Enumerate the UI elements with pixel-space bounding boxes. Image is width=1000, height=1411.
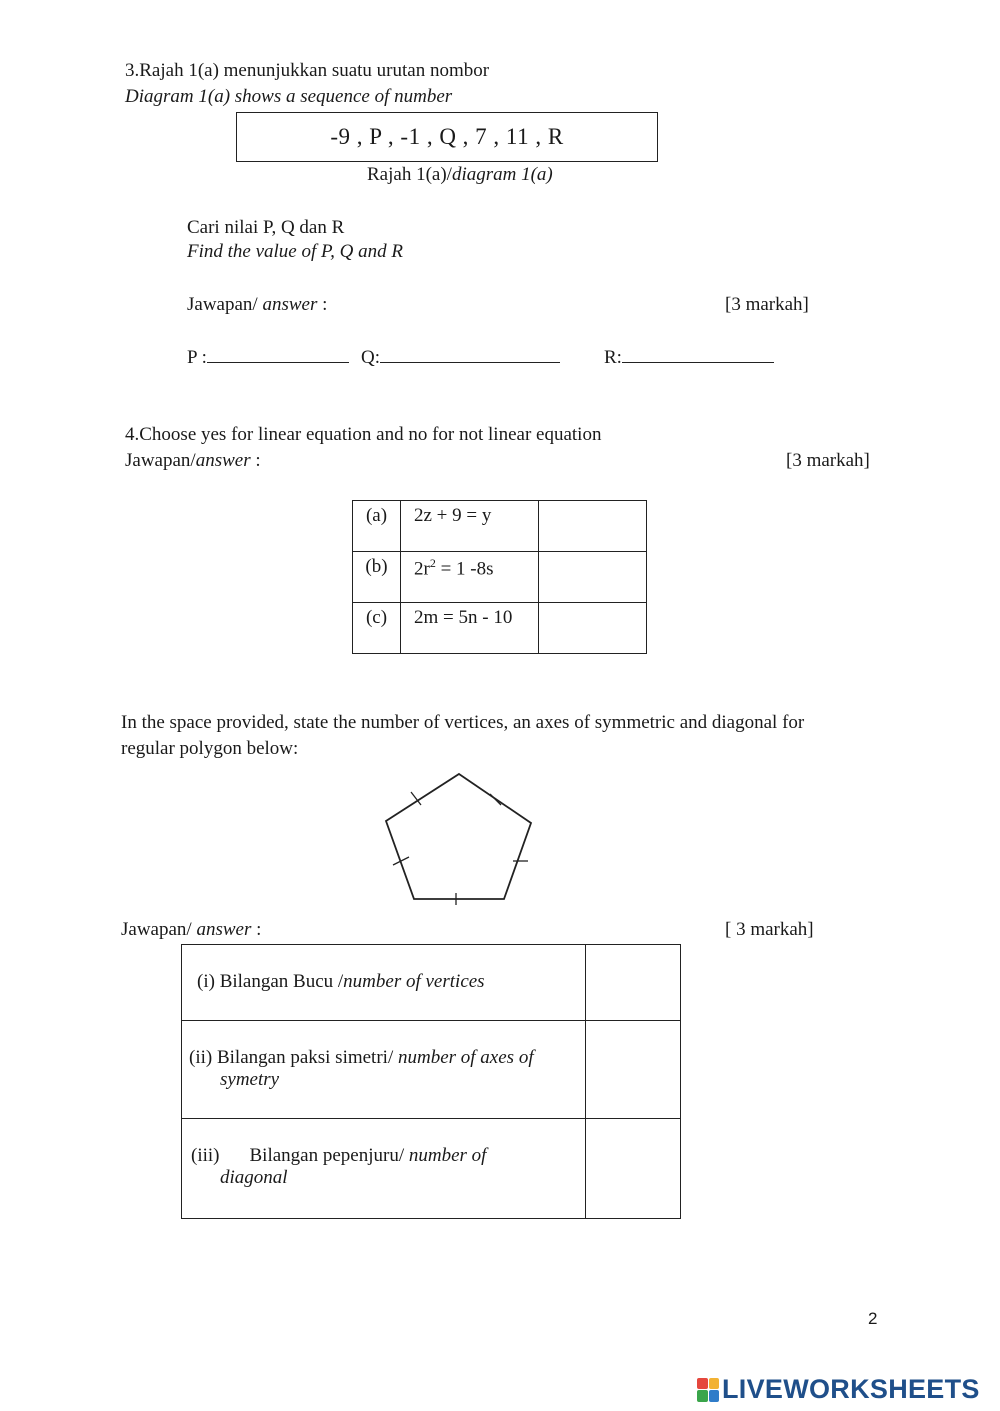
q3-marks: [3 markah] [725,294,809,315]
tick-mark [490,794,501,805]
caption-ms: Rajah 1(a)/ [367,164,452,185]
table-row [182,1119,681,1219]
q5-line2: regular polygon below: [121,738,299,759]
equation: 2m = 5n - 10 [401,603,539,654]
diagram-caption [367,164,553,186]
row-label: (b) [353,552,401,603]
liveworksheets-logo [697,1374,980,1405]
p-label: P : [187,347,207,368]
sequence-box [236,112,658,162]
q-answer-field[interactable] [380,347,560,363]
answer-cell-vertices[interactable] [586,945,681,1021]
r-answer [604,347,774,369]
logo-text: LIVEWORKSHEETS [722,1374,980,1404]
q3-instruction: Cari nilai P, Q dan R [187,217,345,238]
equation: $2r^2 = 1$ -8s [401,552,539,603]
answer-cell-a[interactable] [539,501,647,552]
table-row [353,501,647,552]
q4-answer-label: Jawapan/answer : [125,450,261,471]
q3-answer-lines [187,347,349,369]
q5-answer-label: Jawapan/ answer : [121,919,262,940]
table-row [182,945,681,1021]
polygon-answer-table [181,944,681,1219]
question-cell: (iii) Bilangan pepenjuru/ number of diagonal [182,1119,586,1219]
row-label: (a) [353,501,401,552]
question-cell: (i) Bilangan Bucu /number of vertices [182,945,586,1021]
equation: 2z + 9 = y [401,501,539,552]
table-row [182,1021,681,1119]
q3-title: 3.Rajah 1(a) menunjukkan suatu urutan nombor [125,60,490,81]
r-label: R: [604,347,622,368]
q-label: Q: [361,347,380,368]
answer-cell-b[interactable] [539,552,647,603]
q-answer [361,347,560,369]
r-answer-field[interactable] [622,347,774,363]
q3-instruction-en: Find the value of P, Q and R [187,241,404,262]
table-row [353,603,647,654]
table-row [353,552,647,603]
pentagon-shape [386,774,531,899]
linear-equation-table [352,500,647,654]
pentagon-diagram [380,768,540,908]
q3-title-en: Diagram 1(a) shows a sequence of number [125,86,453,107]
page-number: 2 [868,1309,878,1328]
q4-marks: [3 markah] [786,450,870,471]
q5-line1: In the space provided, state the number of vertices, an axes of symmetric and diagonal for [121,712,805,733]
answer-cell-axes[interactable] [586,1021,681,1119]
sequence-text: -9 , P , -1 , Q , 7 , 11 , R [330,124,564,149]
row-label: (c) [353,603,401,654]
caption-en: diagram 1(a) [451,164,553,185]
answer-cell-c[interactable] [539,603,647,654]
question-cell: (ii) Bilangan paksi simetri/ number of axes of symetry [182,1021,586,1119]
q4-title: 4.Choose yes for linear equation and no for not linear equation [125,424,602,445]
q3-answer-label: Jawapan/ answer : [187,294,328,315]
answer-cell-diagonals[interactable] [586,1119,681,1219]
p-answer-field[interactable] [207,347,349,363]
logo-icon [697,1378,719,1402]
q5-marks: [ 3 markah] [725,919,814,940]
